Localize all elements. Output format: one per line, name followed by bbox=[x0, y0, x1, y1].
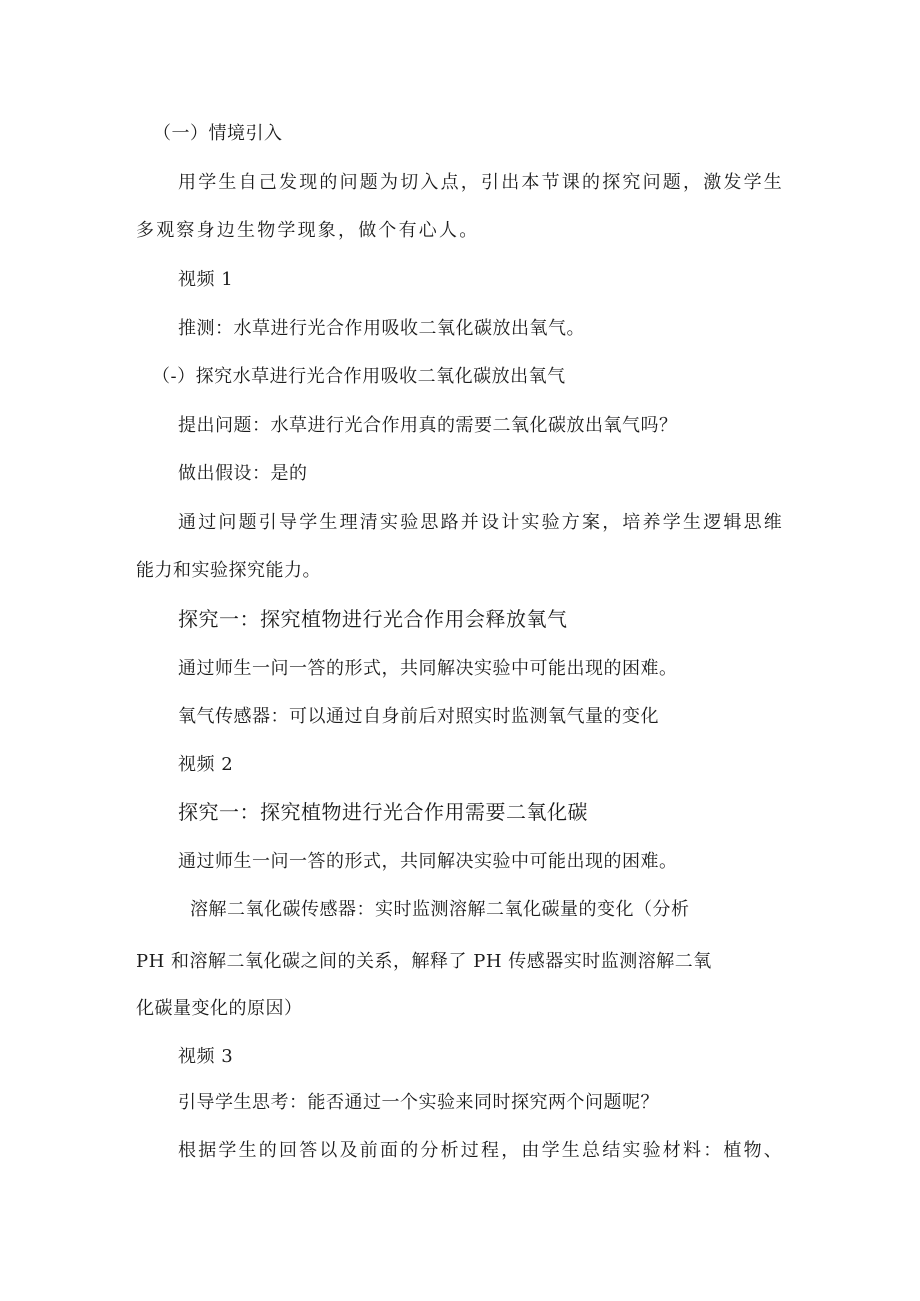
video-label-2: 视频 2 bbox=[178, 754, 234, 775]
paragraph-line: 多观察身边生物学现象，做个有心人。 bbox=[136, 220, 480, 241]
video-label-1: 视频 1 bbox=[178, 269, 234, 290]
video-label-3: 视频 3 bbox=[178, 1046, 234, 1067]
paragraph-line: 通过师生一问一答的形式，共同解决实验中可能出现的困难。 bbox=[178, 851, 678, 872]
paragraph-line: 根据学生的回答以及前面的分析过程，由学生总结实验材料：植物、 bbox=[178, 1140, 784, 1161]
paragraph-line: PH 和溶解二氧化碳之间的关系，解释了 PH 传感器实时监测溶解二氧 bbox=[136, 951, 712, 972]
paragraph-line: 溶解二氧化碳传感器：实时监测溶解二氧化碳量的变化（分析 bbox=[190, 899, 690, 920]
paragraph-line: 通过师生一问一答的形式，共同解决实验中可能出现的困难。 bbox=[178, 658, 678, 679]
paragraph-line: 通过问题引导学生理清实验思路并设计实验方案，培养学生逻辑思维 bbox=[178, 512, 784, 533]
paragraph-line: 能力和实验探究能力。 bbox=[136, 560, 321, 581]
paragraph-line: 化碳量变化的原因） bbox=[136, 998, 303, 1019]
paragraph-line: 提出问题：水草进行光合作用真的需要二氧化碳放出氧气吗？ bbox=[178, 415, 678, 436]
section-heading-intro: （一）情境引入 bbox=[153, 123, 283, 144]
paragraph-line: 用学生自己发现的问题为切入点，引出本节课的探究问题，激发学生 bbox=[178, 172, 784, 193]
paragraph-line: 氧气传感器：可以通过自身前后对照实时监测氧气量的变化 bbox=[178, 706, 659, 727]
explore-two-heading: 探究一：探究植物进行光合作用需要二氧化碳 bbox=[178, 800, 588, 824]
paragraph-line: 引导学生思考：能否通过一个实验来同时探究两个问题呢？ bbox=[178, 1092, 659, 1113]
paragraph-line: 做出假设：是的 bbox=[178, 463, 308, 484]
explore-one-heading: 探究一：探究植物进行光合作用会释放氧气 bbox=[178, 607, 568, 631]
section-heading-explore: （-）探究水草进行光合作用吸收二氧化碳放出氧气 bbox=[152, 366, 566, 387]
paragraph-line: 推测：水草进行光合作用吸收二氧化碳放出氧气。 bbox=[178, 318, 585, 339]
